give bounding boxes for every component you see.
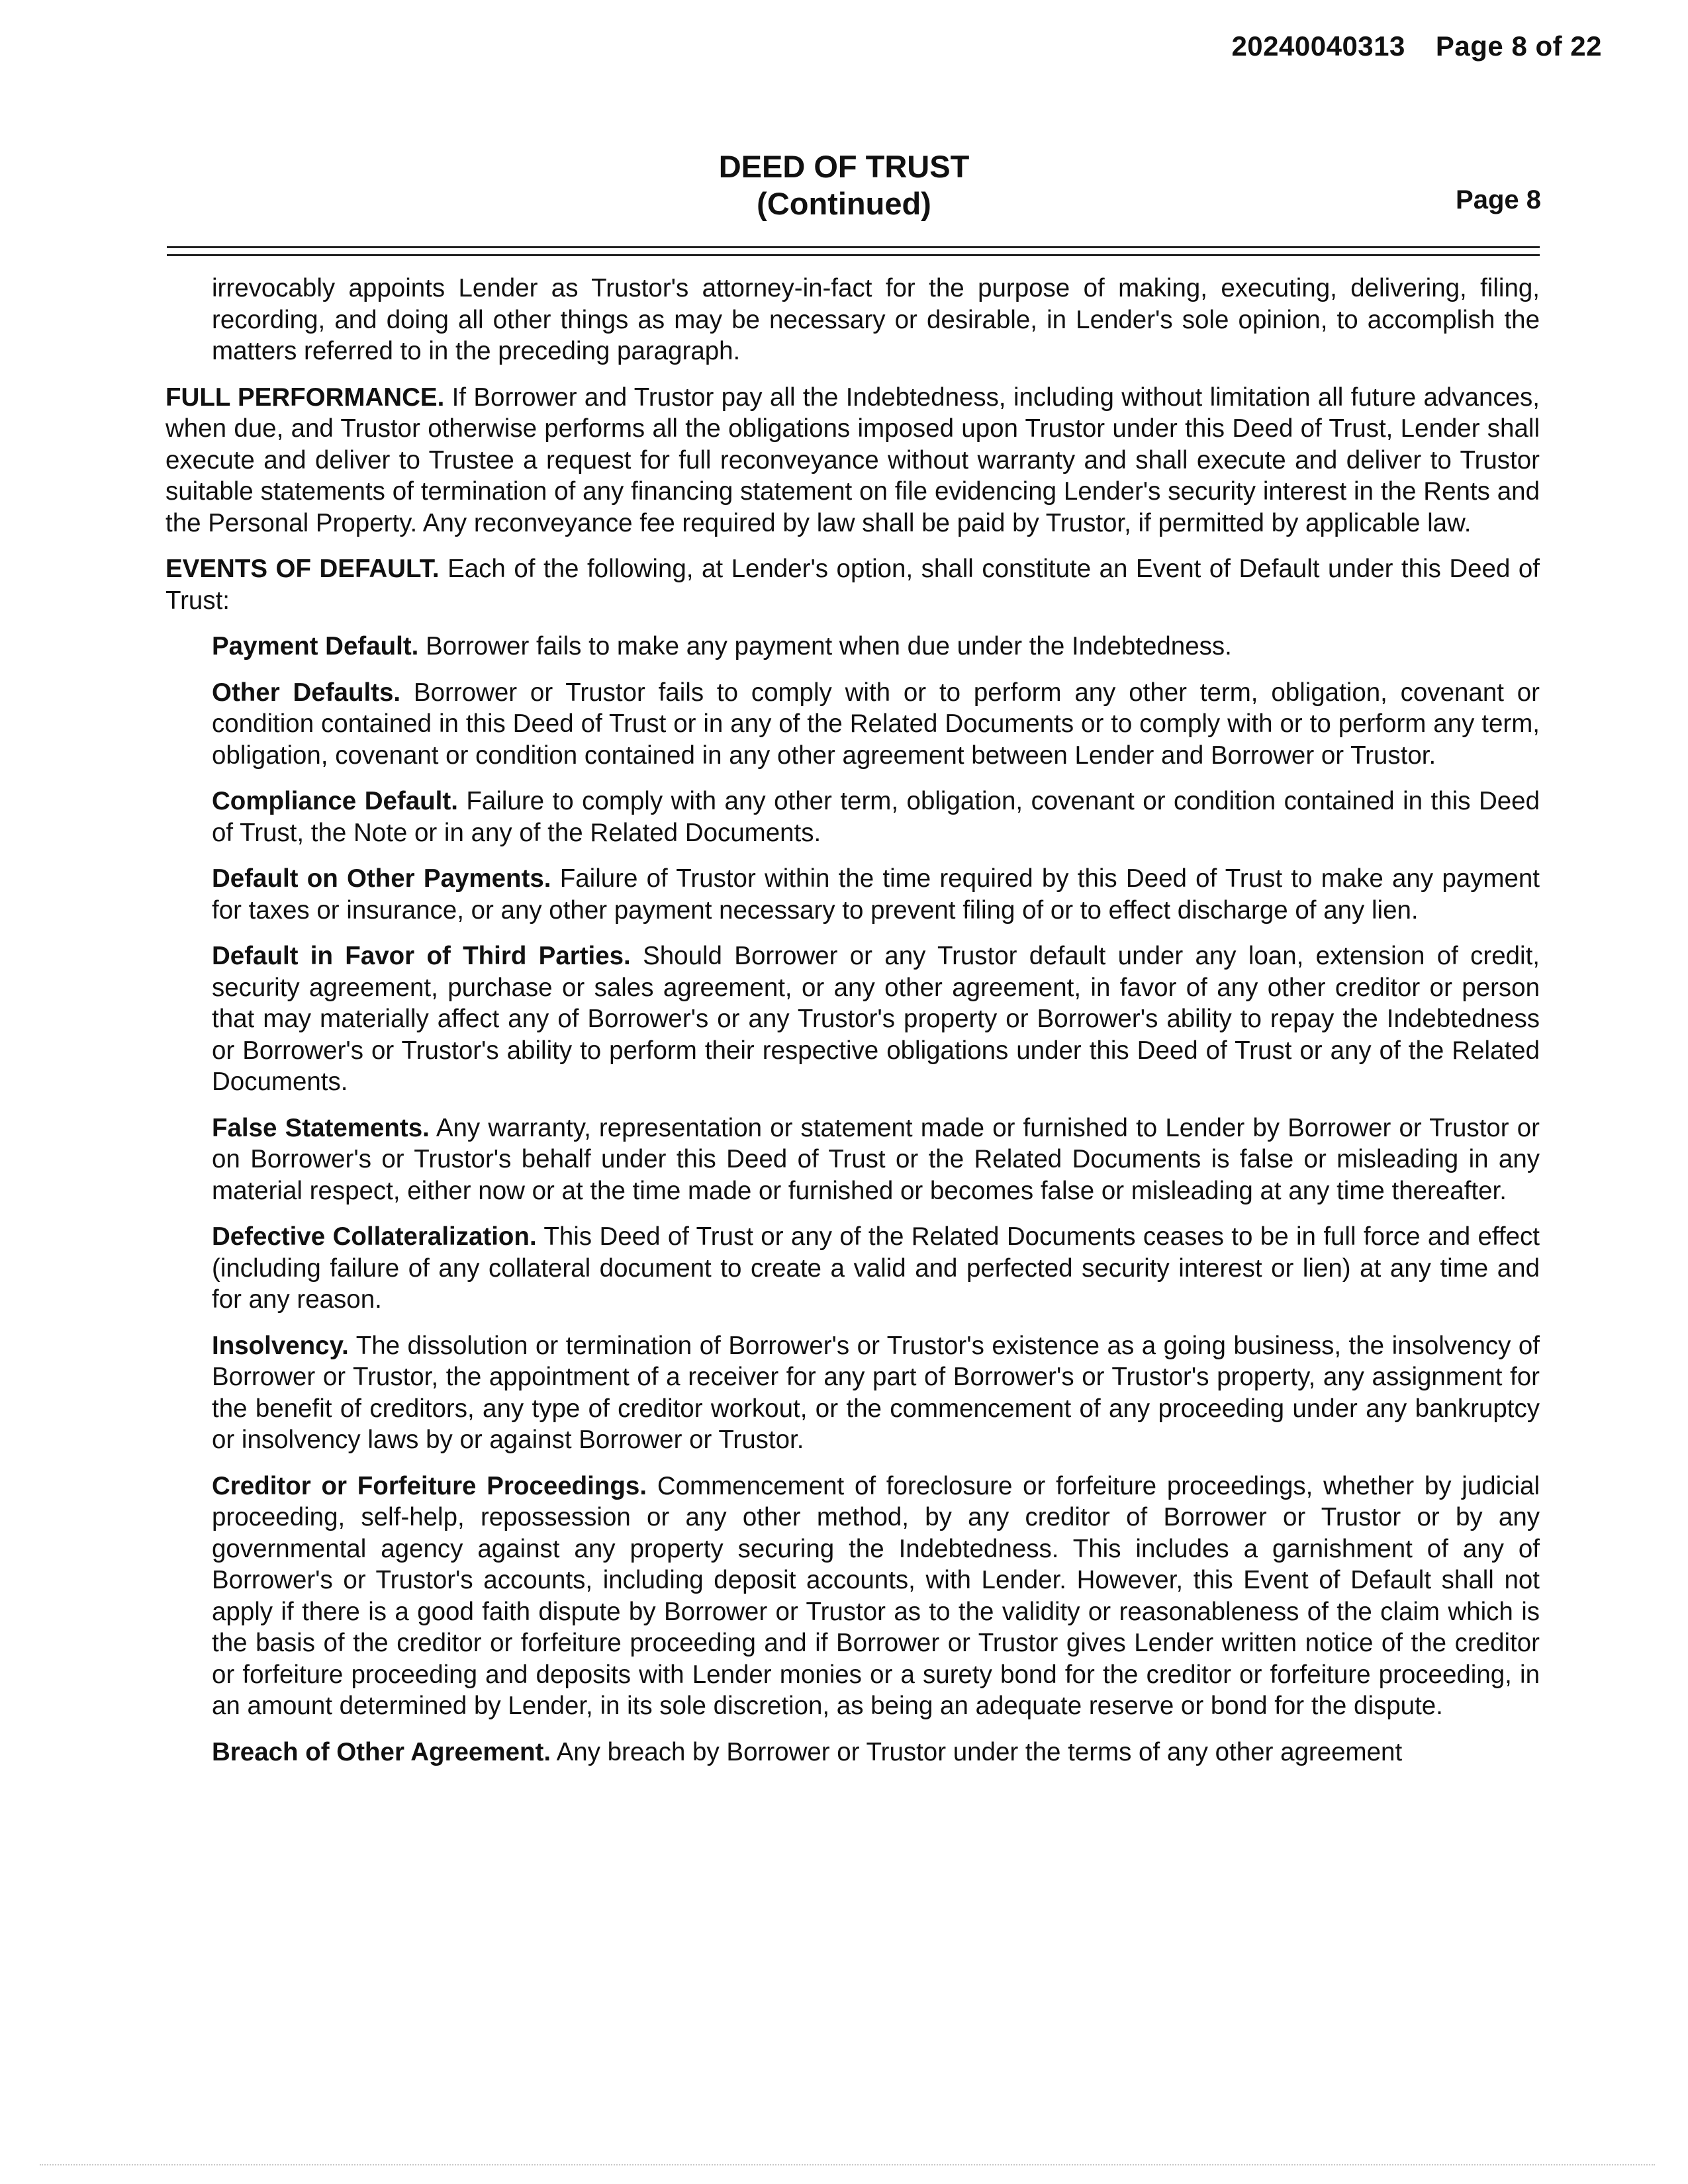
document-title: DEED OF TRUST xyxy=(718,149,970,184)
paragraph-creditor-forfeiture: Creditor or Forfeiture Proceedings. Commencement of foreclosure or forfeiture proceedings, whether by judicial proceeding, self-help, repossession or any other method, by any creditor of Borrower or Trustor or by any governmental agency against any property securing the Indebtedness. This includes a garnishment of any of Borrower's or Trustor's accounts, including deposit accounts, with Lender. However, this Event of Default shall not apply if there is a good faith dispute by Borrower or Trustor as to the validity or reasonableness of the claim which is the basis of the creditor or forfeiture proceeding and if Borrower or Trustor gives Lender written notice of the creditor or forfeiture proceeding and deposits with Lender monies or a surety bond for the creditor or forfeiture proceeding, in an amount determined by Lender, in its sole discretion, as being an adequate reserve or bond for the dispute. xyxy=(212,1471,1540,1720)
page-of-count: Page 8 of 22 xyxy=(1435,30,1602,62)
page-label: Page 8 xyxy=(1456,185,1541,214)
paragraph-full-performance: FULL PERFORMANCE. If Borrower and Trustor pay all the Indebtedness, including without limitation all future advances, when due, and Trustor otherwise performs all the obligations imposed upon Trustor under this Deed of Trust, Lender shall execute and deliver to Trustee a request for full reconveyance without warranty and shall execute and deliver to Trustor suitable statements of termination of any financing statement on file evidencing Lender's security interest in the Rents and the Personal Property. Any reconveyance fee required by law shall be paid by Trustor, if permitted by applicable law. xyxy=(165,383,1540,537)
paragraph-default-third-parties: Default in Favor of Third Parties. Should Borrower or any Trustor default under any loan, extension of credit, security agreement, purchase or sales agreement, or any other agreement, in favor of any other creditor or person that may materially affect any of Borrower's or any Trustor's property or Borrower's ability to repay the Indebtedness or Borrower's or Trustor's ability to perform their respective obligations under this Deed of Trust or any of the Related Documents. xyxy=(212,942,1540,1096)
header-divider-bottom xyxy=(167,254,1540,256)
paragraph-false-statements: False Statements. Any warranty, representation or statement made or furnished to Lender by Borrower or Trustor or on Borrower's or Trustor's behalf under this Deed of Trust or the Related Documents is false or misleading in any material respect, either now or at the time made or furnished or becomes false or misleading at any time thereafter. xyxy=(212,1113,1540,1205)
paragraph-breach-other-agreement: Breach of Other Agreement. Any breach by Borrower or Trustor under the terms of any other agreement xyxy=(212,1737,1403,1766)
recording-header xyxy=(1231,30,1602,62)
paragraph-defective-collateralization: Defective Collateralization. This Deed of Trust or any of the Related Documents ceases to be in full force and effect (including failure of any collateral document to create a valid and perfected security interest or lien) at any time and for any reason. xyxy=(212,1222,1540,1314)
paragraph-insolvency: Insolvency. The dissolution or termination of Borrower's or Trustor's existence as a going business, the insolvency of Borrower or Trustor, the appointment of a receiver for any part of Borrower's or Trustor's property, any assignment for the benefit of creditors, any type of creditor workout, or the commencement of any proceeding under any bankruptcy or insolvency laws by or against Borrower or Trustor. xyxy=(212,1331,1540,1454)
paragraph-events-of-default: EVENTS OF DEFAULT. Each of the following, at Lender's option, shall constitute an Event of Default under this Deed of Trust: xyxy=(165,555,1540,615)
document-subtitle: (Continued) xyxy=(757,186,931,221)
recording-number: 20240040313 xyxy=(1231,30,1405,62)
paragraph-other-defaults: Other Defaults. Borrower or Trustor fails to comply with or to perform any other term, obligation, covenant or condition contained in this Deed of Trust or in any of the Related Documents or to comply with or to perform any term, obligation, covenant or condition contained in any other agreement between Lender and Borrower or Trustor. xyxy=(212,678,1540,770)
document-title-block xyxy=(0,148,1688,222)
paragraph-payment-default: Payment Default. Borrower fails to make any payment when due under the Indebtedness. xyxy=(212,632,1232,660)
paragraph-compliance-default: Compliance Default. Failure to comply with any other term, obligation, covenant or condition contained in this Deed of Trust, the Note or in any of the Related Documents. xyxy=(212,787,1540,847)
heading-events-of-default: EVENTS OF DEFAULT. xyxy=(165,555,440,583)
paragraph-default-other-payments: Default on Other Payments. Failure of Trustor within the time required by this Deed of Trust to make any payment for taxes or insurance, or any other payment necessary to prevent filing of or to effect discharge of any lien. xyxy=(212,864,1540,925)
heading-full-performance: FULL PERFORMANCE. xyxy=(165,383,445,412)
header-divider-top xyxy=(167,246,1540,248)
paragraph-continuation: irrevocably appoints Lender as Trustor's attorney-in-fact for the purpose of making, executing, delivering, filing, recording, and doing all other things as may be necessary or desirable, in Lender's sole opinion, to accomplish the matters referred to in the preceding paragraph. xyxy=(212,274,1540,365)
scan-artifact-line xyxy=(40,2164,1655,2167)
document-body xyxy=(165,273,1540,1782)
